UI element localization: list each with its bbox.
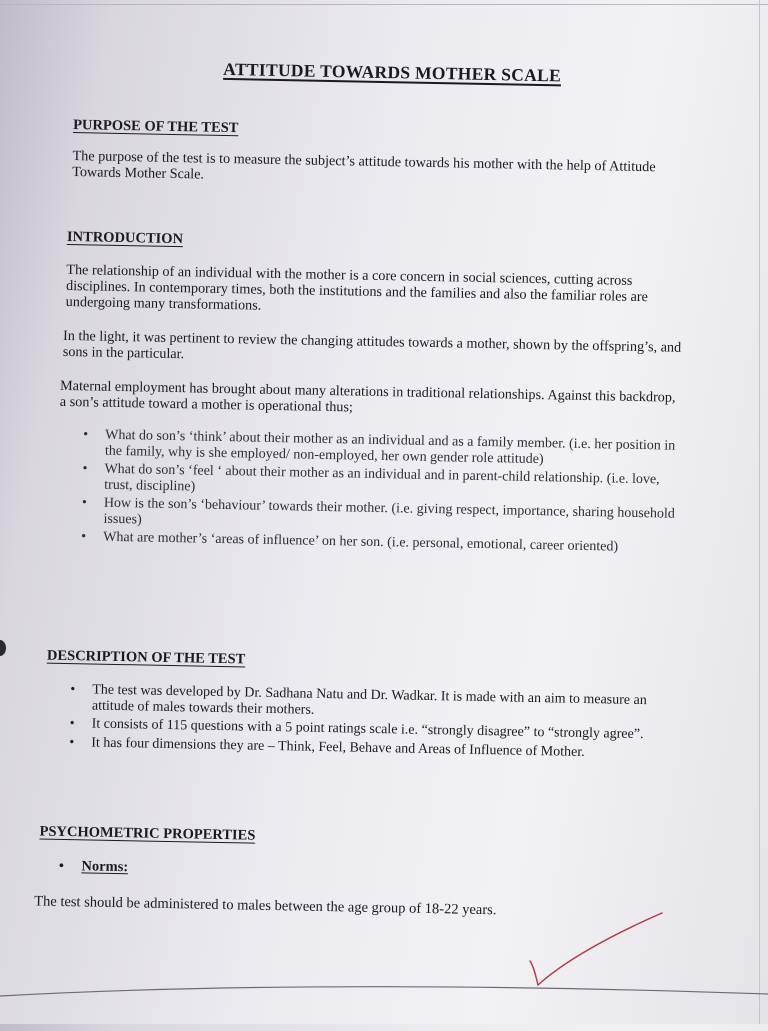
bullet-icon: • <box>69 734 75 750</box>
psychometric-heading: PSYCHOMETRIC PROPERTIES <box>39 823 256 844</box>
list-item-text: The test was developed by Dr. Sadhana Natu and Dr. Wadkar. It is made with an aim to measure an attitude of males towards their mothers. <box>91 682 647 718</box>
list-item-text: What do son’s ‘feel ‘ about their mother as an individual and in parent-child relationship. (i.e. love, trust, discipline) <box>104 461 660 494</box>
bullet-icon: • <box>83 427 89 443</box>
introduction-heading: INTRODUCTION <box>66 228 184 248</box>
bullet-icon: • <box>69 716 75 732</box>
purpose-text: The purpose of the test is to measure the subject’s attitude towards his mother with the help of Attitude Towards Mother Scale. <box>72 148 656 183</box>
description-bullet-list <box>65 682 676 765</box>
intro-paragraph-1: The relationship of an individual with the mother is a core concern in social sciences, cutting across disciplines. In contemporary times, both the institutions and the families and also the familiar roles are undergoing many transformations. <box>65 261 649 314</box>
list-item-text: How is the son’s ‘behaviour’ towards their mother. (i.e. giving respect, importance, sharing household issues) <box>103 495 675 527</box>
description-heading: DESCRIPTION OF THE TEST <box>46 647 246 668</box>
intro-paragraph-3: Maternal employment has brought about many alterations in traditional relationships. Against this backdrop, a son’s attitude toward a mother is operational thus; <box>59 377 676 416</box>
document-title: ATTITUDE TOWARDS MOTHER SCALE <box>223 58 562 86</box>
intro-bullet-list <box>77 427 679 559</box>
bullet-icon: • <box>81 529 87 545</box>
bullet-icon: • <box>70 682 76 698</box>
bullet-icon: • <box>81 495 87 511</box>
page-fold-line <box>0 960 768 1024</box>
intro-paragraph-2: In the light, it was pertinent to review the changing attitudes towards a mother, shown by the offspring’s, and sons in the particular. <box>62 327 682 363</box>
bullet-icon: • <box>58 858 64 874</box>
bullet-icon: • <box>82 461 88 477</box>
list-item-text: It consists of 115 questions with a 5 point ratings scale i.e. “strongly disagree” to “strongly agree”. <box>91 716 644 743</box>
norms-item <box>59 858 129 876</box>
list-item-text: What are mother’s ‘areas of influence’ on her son. (i.e. personal, emotional, career oriented) <box>103 529 619 555</box>
purpose-heading: PURPOSE OF THE TEST <box>72 117 239 137</box>
norms-text: The test should be administered to males between the age group of 18-22 years. <box>34 893 497 919</box>
list-item-text: What do son’s ‘think’ about their mother as an individual and as a family member. (i.e. her position in the family, why is she employed/ non-employed, her own gender role attitude) <box>104 427 676 467</box>
list-item-text: It has four dimensions they are – Think, Feel, Behave and Areas of Influence of Mother. <box>91 735 585 760</box>
norms-label: Norms: <box>81 858 129 876</box>
